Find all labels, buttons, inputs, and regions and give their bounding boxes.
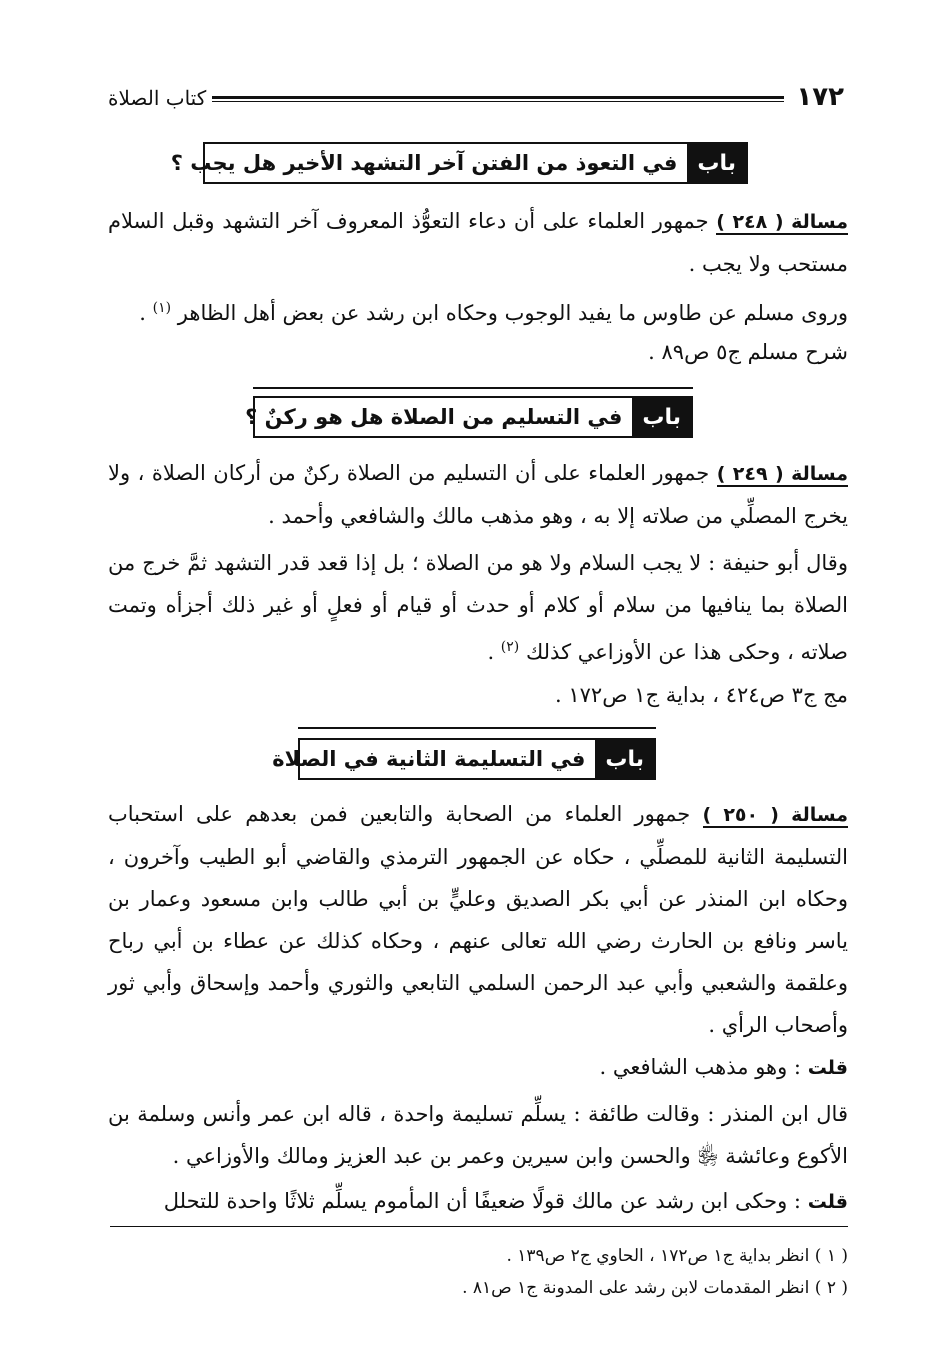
reference-line xyxy=(108,331,848,373)
footnote: ( ٢ ) انظر المقدمات لابن رشد على المدونة ج١ ص٨١ . xyxy=(462,1278,848,1298)
issue-text: جمهور العلماء على أن التسليم من الصلاة ركنٌ من أركان الصلاة ، ولا يخرج المصلِّي من صلاته إلا به ، وهو مذهب مالك والشافعي وأحمد . xyxy=(108,461,848,528)
reference-line xyxy=(108,674,848,716)
footnote: ( ١ ) انظر بداية ج١ ص١٧٢ ، الحاوي ج٢ ص١٣٩ . xyxy=(506,1246,848,1266)
paragraph-text: : وهو مذهب الشافعي . xyxy=(599,1055,808,1079)
chapter-label: باب xyxy=(632,398,691,436)
chapter-rule xyxy=(298,727,656,729)
qultu-label: قلت xyxy=(807,1191,848,1213)
issue-text: جمهور العلماء من الصحابة والتابعين فمن بعدهم على استحباب التسليمة الثانية للمصلِّي ، حكاه عن الجمهور الترمذي والقاضي أبو الطيب وآخرون ، وحكاه ابن المنذر عن أبي بكر الصديق وعليٍّ بن أبي طالب وابن مسعود وعمار بن ياسر ونافع بن الحارث رضي الله تعالى عنهم ، وحكاه كذلك عن عطاء بن أبي رباح وعلقمة والشعبي وأبي عبد الرحمن السلمي التابعي والثوري وأحمد وإسحاق وأبي ثور وأصحاب الرأي . xyxy=(108,802,848,1037)
chapter-title: في التسليم من الصلاة هل هو ركنٌ ؟ xyxy=(245,405,623,429)
chapter-title: في التسليمة الثانية في الصلاة xyxy=(272,747,586,771)
footnote-ref: (١) xyxy=(152,300,172,316)
issue-248 xyxy=(108,200,848,285)
chapter-rule xyxy=(253,387,693,389)
paragraph-end: . xyxy=(487,640,501,664)
qultu-paragraph xyxy=(108,1046,848,1089)
book-title: كتاب الصلاة xyxy=(108,86,207,110)
paragraph-text: وقال أبو حنيفة : لا يجب السلام ولا هو من الصلاة ؛ بل إذا قعد قدر التشهد ثمَّ خرج من الصلاة بما ينافيها من سلام أو كلام أو حدث أو قيام أو فعلٍ أو غير ذلك أجزأه وتمت صلاته ، وحكى هذا عن الأوزاعي كذلك xyxy=(108,551,848,664)
paragraph-text: قال ابن المنذر : وقالت طائفة : يسلِّم تسليمة واحدة ، قاله ابن عمر وأنس وسلمة بن الأكوع وعائشة ﵂ والحسن وابن سيرين وعمر بن عبد العزيز ومالك والأوزاعي . xyxy=(108,1102,848,1168)
reference-text: شرح مسلم ج٥ ص٨٩ . xyxy=(648,340,848,364)
issue-250 xyxy=(108,793,848,1046)
chapter-heading-taawwudh xyxy=(170,142,748,184)
chapter-label: باب xyxy=(595,740,654,778)
paragraph-text: وروى مسلم عن طاوس ما يفيد الوجوب وحكاه ابن رشد عن بعض أهل الظاهر xyxy=(177,301,848,325)
footnote-ref: (٢) xyxy=(500,639,520,655)
issue-number: مسالة ( ٢٤٩ ) xyxy=(716,463,848,485)
header-rule xyxy=(212,96,784,102)
qultu-paragraph xyxy=(108,1180,848,1223)
page-number: ١٧٢ xyxy=(796,82,844,112)
chapter-heading-tasleem xyxy=(245,396,693,438)
paragraph-text: : وحكى ابن رشد عن مالك قولًا ضعيفًا أن المأموم يسلِّم ثلاثًا واحدة للتحلل xyxy=(163,1189,808,1213)
issue-text: جمهور العلماء على أن دعاء التعوُّذ المعروف آخر التشهد وقبل السلام مستحب ولا يجب . xyxy=(108,209,848,276)
reference-text: مج ج٣ ص٤٢٤ ، بداية ج١ ص١٧٢ . xyxy=(555,683,848,707)
paragraph xyxy=(108,1093,848,1177)
chapter-heading-second-tasleema xyxy=(272,738,656,780)
qultu-label: قلت xyxy=(807,1057,848,1079)
paragraph xyxy=(108,287,848,334)
issue-number: مسالة ( ٢٥٠ ) xyxy=(702,804,848,826)
issue-249 xyxy=(108,452,848,537)
footnotes xyxy=(108,1240,848,1304)
running-header xyxy=(108,78,844,118)
paragraph xyxy=(108,542,848,673)
issue-number: مسالة ( ٢٤٨ ) xyxy=(716,211,848,233)
chapter-title: في التعوذ من الفتن آخر التشهد الأخير هل يجب ؟ xyxy=(170,151,678,175)
paragraph-end: . xyxy=(139,301,153,325)
chapter-label: باب xyxy=(687,144,746,182)
footnote-rule xyxy=(110,1226,848,1227)
